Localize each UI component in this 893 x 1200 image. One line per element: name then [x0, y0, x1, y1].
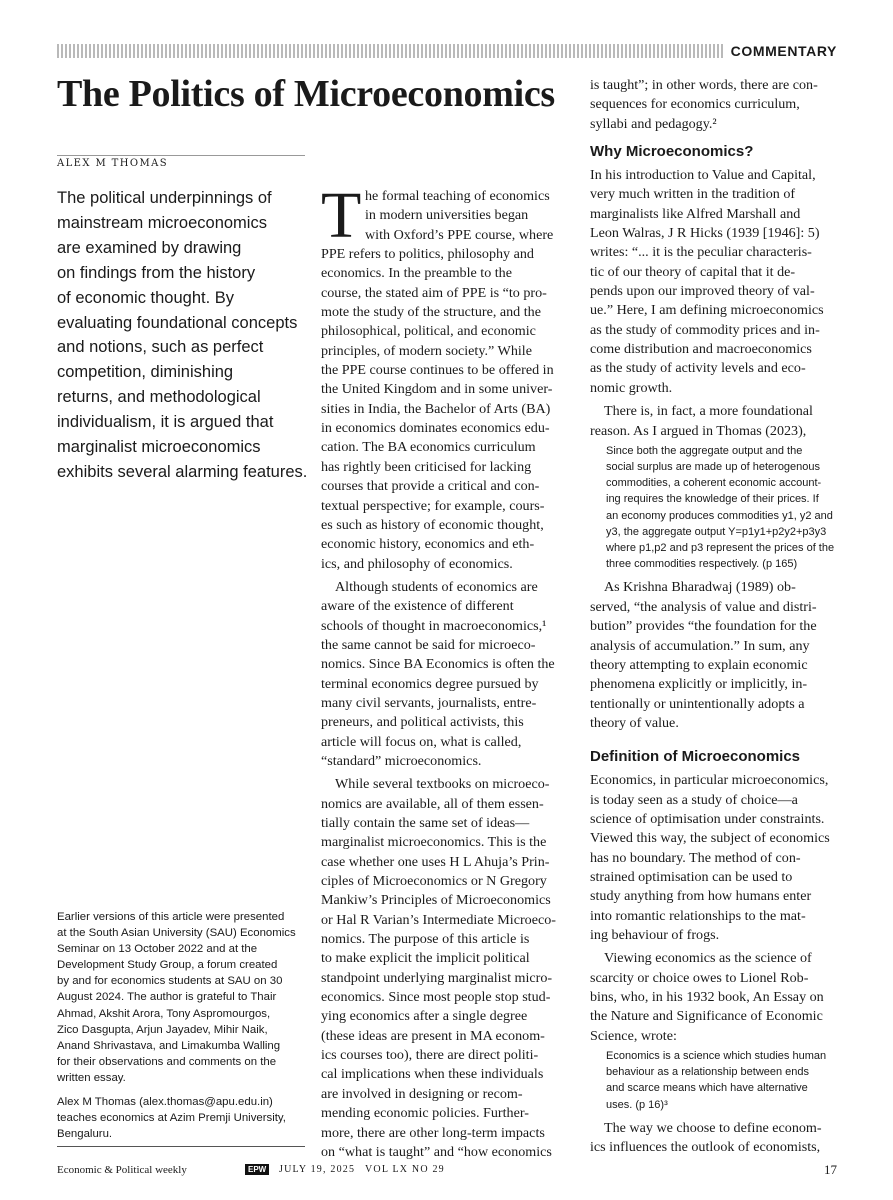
- body-line: with Oxford’s PPE course, where: [365, 226, 554, 243]
- body-line: Viewed this way, the subject of economics: [590, 830, 830, 847]
- body-line: “standard” microeconomics.: [321, 752, 482, 769]
- body-line: course, the stated aim of PPE is “to pro-: [321, 284, 547, 301]
- header-band: [57, 44, 837, 58]
- body-line: theory of value.: [590, 714, 679, 731]
- block-quote-thomas: [590, 443, 840, 573]
- body-line: tic of our theory of capital that it de-: [590, 263, 796, 280]
- body-line: scarcity or choice owes to Lionel Rob-: [590, 969, 809, 986]
- abstract-line: exhibits several alarming features.: [57, 462, 308, 481]
- body-line: as the study of activity levels and eco-: [590, 360, 806, 377]
- body-line: are involved in designing or recom-: [321, 1085, 523, 1102]
- body-line: marginalist microeconomics. This is the: [321, 834, 547, 851]
- body-line: syllabi and pedagogy.²: [590, 115, 717, 132]
- body-line: phenomena explicitly or implicitly, in-: [590, 676, 808, 693]
- abstract-line: competition, diminishing: [57, 363, 234, 382]
- note-line: Earlier versions of this article were presented: [57, 911, 285, 923]
- quote-line: y3, the aggregate output Y=p1y1+p2y2+p3y3: [606, 525, 827, 538]
- body-line: or Hal R Varian’s Intermediate Microeco-: [321, 911, 556, 928]
- abstract-line: and notions, such as perfect: [57, 338, 264, 357]
- body-line: Economics, in particular microeconomics,: [590, 772, 829, 789]
- body-line: cation. The BA economics curriculum: [321, 439, 536, 456]
- note-line: Development Study Group, a forum created: [57, 959, 278, 972]
- body-line: nomics are available, all of them essen-: [321, 795, 544, 812]
- body-line: sequences for economics curriculum,: [590, 96, 800, 113]
- author-bio-line: teaches economics at Azim Premji University,: [57, 1112, 286, 1125]
- section-label: COMMENTARY: [725, 44, 837, 59]
- abstract-line: evaluating foundational concepts: [57, 313, 298, 332]
- body-line: to make explicit the implicit political: [321, 950, 530, 967]
- body-line: very much written in the tradition of: [590, 186, 796, 203]
- body-line: article will focus on, what is called,: [321, 733, 522, 750]
- body-line: case whether one uses H L Ahuja’s Prin-: [321, 853, 550, 870]
- quote-line: where p1,p2 and p3 represent the prices of the: [606, 542, 835, 555]
- heading-definition: Definition of Microeconomics: [590, 748, 801, 766]
- abstract-line: on findings from the history: [57, 263, 256, 282]
- issue-volume: VOL LX NO 29: [365, 1164, 445, 1175]
- body-line: Science, wrote:: [590, 1027, 677, 1044]
- body-line: strained optimisation can be used to: [590, 868, 793, 885]
- block-quote-robbins: [590, 1048, 840, 1113]
- body-line: theory attempting to explain economic: [590, 656, 808, 673]
- body-line: tentionally or unintentionally adopts a: [590, 695, 805, 712]
- body-line: bution” provides “the foundation for the: [590, 618, 817, 635]
- body-line: many civil servants, journalists, entre-: [321, 694, 537, 711]
- body-line: economics. Since most people stop stud-: [321, 989, 551, 1006]
- quote-line: commodities, a coherent economic account-: [606, 477, 822, 490]
- body-line: schools of thought in macroeconomics,¹: [321, 617, 547, 634]
- body-line: ciples of Microeconomics or N Gregory: [321, 873, 547, 890]
- body-line: There is, in fact, a more foundational: [604, 403, 813, 420]
- note-line: for their observations and comments on the: [57, 1055, 277, 1068]
- quote-line: and scarce means which have alternative: [606, 1082, 808, 1095]
- body-line: Although students of economics are: [335, 578, 538, 595]
- body-column-middle: [321, 179, 571, 1162]
- drop-cap: T: [321, 179, 362, 252]
- body-line: mote the study of the structure, and the: [321, 304, 541, 321]
- body-line: Mankiw’s Principles of Microeconomics: [321, 892, 551, 909]
- body-line: economic history, economics and eth-: [321, 536, 535, 553]
- quote-line: uses. (p 16)³: [606, 1098, 668, 1111]
- body-line: (these ideas are present in MA econom-: [321, 1027, 545, 1044]
- quote-line: an economy produces commodities y1, y2 and: [606, 509, 833, 522]
- body-line: has no boundary. The method of con-: [590, 849, 801, 866]
- body-line: While several textbooks on microeco-: [335, 776, 550, 793]
- body-line: the Nature and Significance of Economic: [590, 1008, 823, 1025]
- author-bio-line: Bengaluru.: [57, 1128, 113, 1141]
- body-line: study anything from how humans enter: [590, 888, 812, 905]
- body-line: The way we choose to define econom-: [604, 1119, 822, 1136]
- magazine-name: Economic & Political weekly: [57, 1164, 187, 1176]
- abstract-line: returns, and methodological: [57, 388, 261, 407]
- body-line: Viewing economics as the science of: [604, 950, 812, 967]
- quote-line: Since both the aggregate output and the: [606, 444, 803, 457]
- note-line: Zico Dasgupta, Arjun Jayadev, Mihir Naik,: [57, 1023, 268, 1036]
- note-line: written essay.: [57, 1071, 126, 1084]
- body-line: courses that provide a critical and con-: [321, 478, 540, 495]
- issue-date: JULY 19, 2025: [279, 1164, 356, 1175]
- body-line: cal implications when these individuals: [321, 1066, 544, 1083]
- note-divider: [57, 1146, 305, 1147]
- body-line: reason. As I argued in Thomas (2023),: [590, 422, 807, 439]
- abstract-line: are examined by drawing: [57, 238, 242, 257]
- author-note: [57, 909, 305, 1142]
- body-line: ics courses too), there are direct politi-: [321, 1047, 539, 1064]
- quote-line: social surplus are made up of heterogenous: [606, 461, 821, 474]
- body-line: In his introduction to Value and Capital,: [590, 167, 816, 184]
- page-number: 17: [824, 1162, 837, 1177]
- note-line: August 2024. The author is grateful to Thair: [57, 991, 277, 1004]
- note-line: Ahmad, Akshit Arora, Tony Aspromourgos,: [57, 1007, 271, 1020]
- body-line: PPE refers to politics, philosophy and: [321, 246, 534, 263]
- body-line: into romantic relationships to the mat-: [590, 907, 806, 924]
- abstract: [57, 186, 307, 485]
- author-byline: ALEX M THOMAS: [57, 155, 305, 169]
- note-line: Seminar on 13 October 2022 and at the: [57, 943, 258, 956]
- note-line: Anand Shrivastava, and Limakumba Walling: [57, 1039, 281, 1052]
- note-line: by and for economics students at SAU on 30: [57, 975, 283, 988]
- body-line: he formal teaching of economics: [365, 188, 550, 204]
- quote-line: behaviour as a relationship between ends: [606, 1066, 810, 1079]
- body-line: ics influences the outlook of economists,: [590, 1139, 821, 1156]
- body-line: is taught”; in other words, there are con-: [590, 77, 818, 93]
- heading-why-microeconomics: Why Microeconomics?: [590, 143, 754, 161]
- body-line: is today seen as a study of choice—a: [590, 791, 798, 808]
- body-column-right: [590, 76, 840, 1158]
- body-line: As Krishna Bharadwaj (1989) ob-: [604, 579, 796, 596]
- epw-badge: EPW: [245, 1164, 269, 1175]
- body-line: Leon Walras, J R Hicks (1939 [1946]: 5): [590, 225, 820, 242]
- body-line: as the study of commodity prices and in-: [590, 321, 820, 338]
- note-line: at the South Asian University (SAU) Economics: [57, 927, 296, 940]
- body-line: on “what is taught” and “how economics: [321, 1143, 552, 1160]
- body-line: principles, of modern society.” While: [321, 342, 532, 359]
- abstract-line: marginalist microeconomics: [57, 438, 261, 457]
- body-line: marginalists like Alfred Marshall and: [590, 205, 801, 222]
- body-line: aware of the existence of different: [321, 598, 514, 615]
- body-line: science of optimisation under constraints.: [590, 810, 825, 827]
- abstract-line: of economic thought. By: [57, 288, 235, 307]
- abstract-line: The political underpinnings of: [57, 189, 272, 207]
- body-line: the same cannot be said for microeco-: [321, 636, 536, 653]
- article-title: The Politics of Microeconomics: [57, 73, 555, 115]
- body-line: ue.” Here, I am defining microeconomics: [590, 302, 824, 319]
- body-line: economics. In the preamble to the: [321, 265, 512, 282]
- body-line: sities in India, the Bachelor of Arts (BA): [321, 400, 551, 417]
- body-line: in modern universities began: [365, 207, 529, 224]
- quote-line: three commodities respectively. (p 165): [606, 558, 798, 571]
- body-line: served, “the analysis of value and distri-: [590, 598, 817, 615]
- author-bio-line: Alex M Thomas (alex.thomas@apu.edu.in): [57, 1096, 273, 1109]
- body-line: has rightly been criticised for lacking: [321, 458, 532, 475]
- abstract-line: mainstream microeconomics: [57, 213, 267, 232]
- quote-line: Economics is a science which studies human: [606, 1050, 827, 1063]
- abstract-line: individualism, it is argued that: [57, 413, 274, 432]
- body-line: terminal economics degree pursued by: [321, 675, 539, 692]
- body-line: textual perspective; for example, cours-: [321, 497, 545, 514]
- body-line: analysis of accumulation.” In sum, any: [590, 637, 810, 654]
- body-line: philosophical, political, and economic: [321, 323, 536, 340]
- body-line: bins, who, in his 1932 book, An Essay on: [590, 989, 824, 1005]
- body-line: pends upon our improved theory of val-: [590, 283, 815, 300]
- body-line: the PPE course continues to be offered in: [321, 362, 554, 379]
- body-line: more, there are other long-term impacts: [321, 1124, 545, 1141]
- quote-line: ing requires the knowledge of their prices. If: [606, 493, 819, 506]
- page-footer: [57, 1160, 837, 1182]
- body-line: nomics. Since BA Economics is often the: [321, 656, 555, 673]
- body-line: ics, and philosophy of economics.: [321, 555, 513, 572]
- body-line: ing behaviour of frogs.: [590, 926, 720, 943]
- body-line: the United Kingdom and in some univer-: [321, 381, 553, 398]
- body-line: in economics dominates economics edu-: [321, 420, 550, 437]
- body-line: come distribution and macroeconomics: [590, 341, 812, 358]
- body-line: nomics. The purpose of this article is: [321, 931, 530, 948]
- body-line: nomic growth.: [590, 379, 673, 396]
- body-line: preneurs, and political activists, this: [321, 714, 524, 731]
- body-line: tially contain the same set of ideas—: [321, 815, 530, 831]
- body-line: es such as history of economic thought,: [321, 516, 544, 533]
- body-line: writes: “... it is the peculiar characteris-: [590, 244, 812, 261]
- body-line: mending economic policies. Further-: [321, 1105, 529, 1122]
- body-line: ying economics after a single degree: [321, 1008, 528, 1025]
- body-line: standpoint underlying marginalist micro-: [321, 969, 553, 986]
